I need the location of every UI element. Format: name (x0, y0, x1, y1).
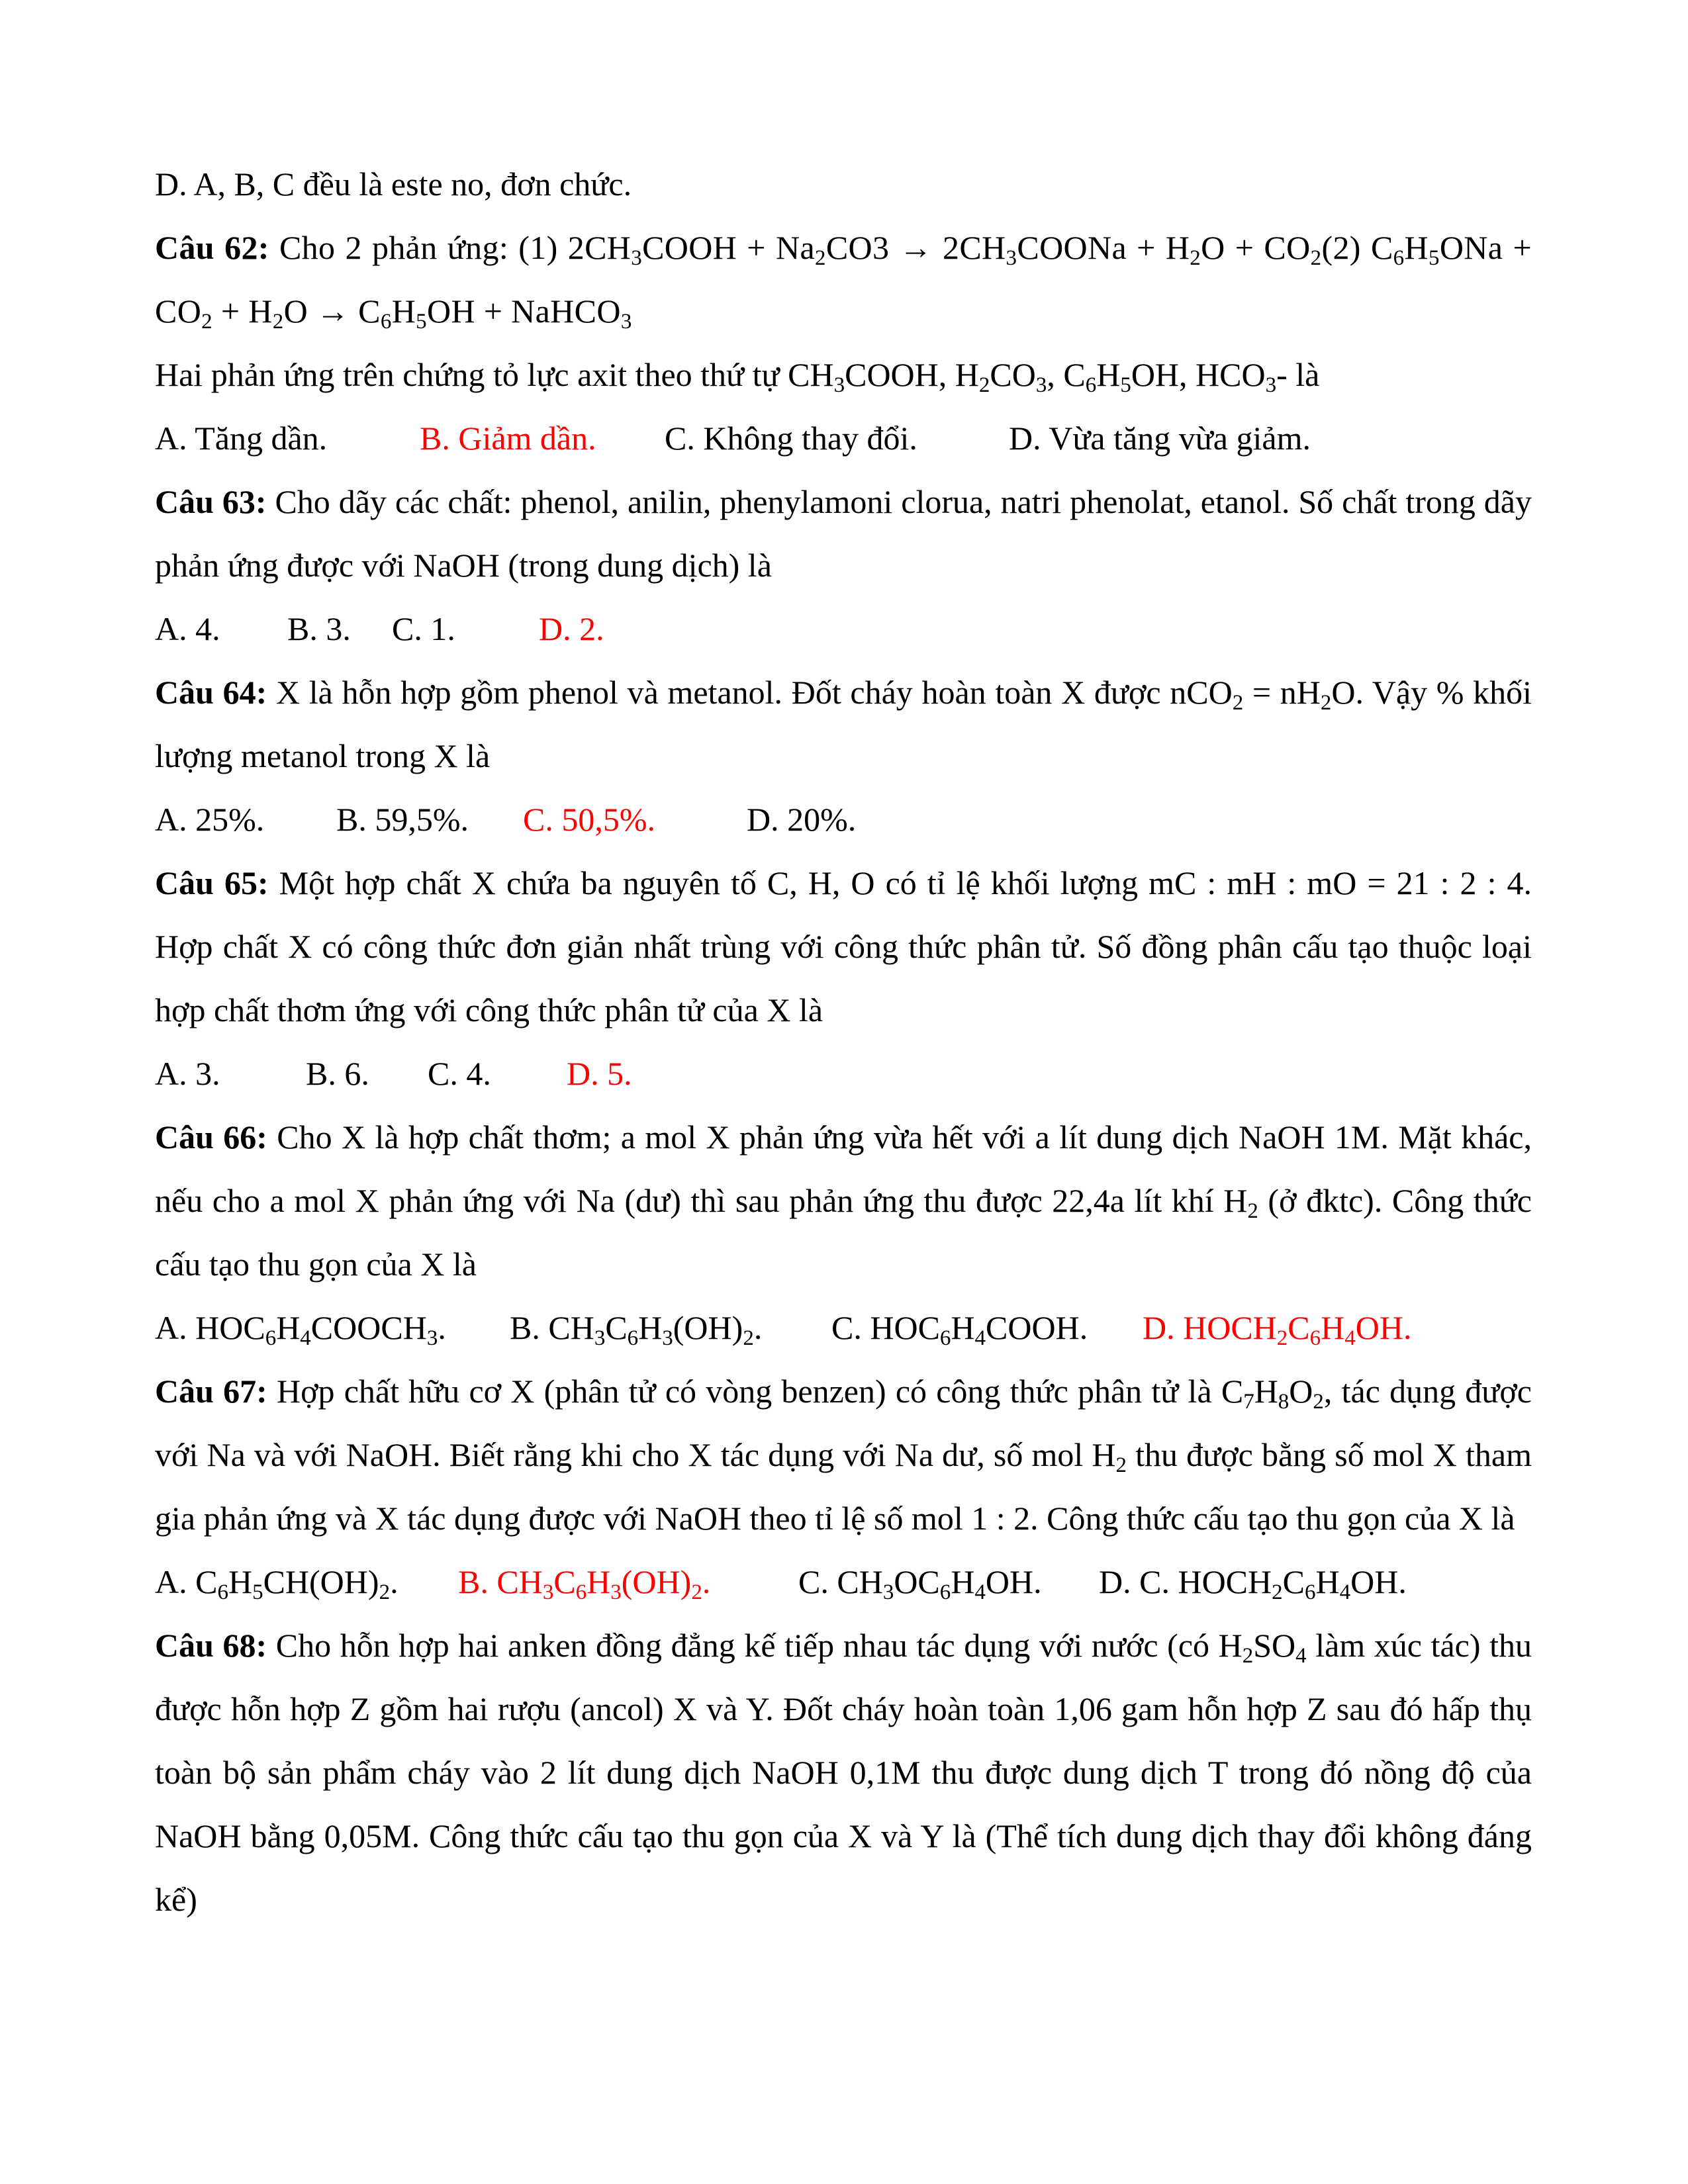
q65-label: Câu 65: (155, 864, 269, 901)
document-body (155, 152, 1532, 1931)
q64-stem: Câu 64: X là hỗn hợp gồm phenol và metanol. Đốt cháy hoàn toàn X được $nCO_2 = nH_2O$. Vậy % khối lượng metanol trong X là (155, 674, 1532, 774)
q68-stem: Câu 68: Cho hỗn hợp hai anken đồng đẳng kế tiếp nhau tác dụng với nước (có $H_2SO_4$ làm xúc tác) thu được hỗn hợp Z gồm hai rượu (ancol) X và Y. Đốt cháy hoàn toàn 1,06 gam hỗn hợp Z sau đó hấp thụ toàn bộ sản phẩm cháy vào 2 lít dung dịch NaOH 0,1M thu được dung dịch T trong đó nồng độ của NaOH bằng 0,05M. Công thức cấu tạo thu gọn của X và Y là (Thể tích dung dịch thay đổi không đáng kể) (155, 1627, 1532, 1918)
q63-label: Câu 63: (155, 483, 267, 520)
q64-option-a: A. 25%. (155, 801, 265, 838)
q66-option-d: D. $HOCH_2C_6H_4OH$. (1143, 1309, 1412, 1351)
q67-option-c: C. $CH_3OC_6H_4OH$. (798, 1563, 1042, 1605)
q66-option-c: C. $HOC_6H_4COOH$. (831, 1309, 1088, 1351)
q65-option-c: C. 4. (428, 1055, 491, 1092)
q65-option-b: B. 6. (306, 1055, 369, 1092)
q62-option-b: B. Giảm dần. (420, 420, 596, 457)
q63-options (155, 597, 1532, 660)
q66-stem: Câu 66: Cho X là hợp chất thơm; a mol X phản ứng vừa hết với a lít dung dịch NaOH 1M. Mặt khác, nếu cho a mol X phản ứng với Na (dư) thì sau phản ứng thu được 22,4a lít khí $H_2$ (ở đktc). Công thức cấu tạo thu gọn của X là (155, 1118, 1532, 1283)
q64-option-b: B. 59,5%. (336, 801, 469, 838)
q62-option-a: A. Tăng dần. (155, 420, 328, 457)
q64-label: Câu 64: (155, 674, 267, 711)
q66-options (155, 1296, 1532, 1359)
q62-options (155, 406, 1532, 470)
q62-stem: Câu 62: Cho 2 phản ứng: (1) $2CH_3COOH + Na_2CO3$ → $2CH_3COONa + H_2O + CO_2(2) C_6H_5ONa + CO_2 + H_2O \to C_6H_5OH$ + NaHCO$_3$ (155, 229, 1532, 334)
q61-option-d: D. A, B, C đều là este no, đơn chức. (155, 165, 632, 203)
q64-options (155, 788, 1532, 851)
q67-stem: Câu 67: Hợp chất hữu cơ X (phân tử có vòng benzen) có công thức phân tử là $C_7H_8O_2$, tác dụng được với Na và với NaOH. Biết rằng khi cho X tác dụng với Na dư, số mol $H_2$ thu được bằng số mol X tham gia phản ứng và X tác dụng được với NaOH theo tỉ lệ số mol 1 : 2. Công thức cấu tạo thu gọn của X là (155, 1373, 1532, 1537)
q62-option-c: C. Không thay đổi. (665, 420, 917, 457)
q63-option-d: D. 2. (539, 610, 604, 647)
q67-options (155, 1550, 1532, 1614)
q62-label: Câu 62: (155, 229, 269, 266)
q63-stem: Câu 63: Cho dãy các chất: phenol, anilin, phenylamoni clorua, natri phenolat, etanol. Số chất trong dãy phản ứng được với NaOH (trong dung dịch) là (155, 483, 1532, 584)
q65-option-a: A. 3. (155, 1055, 220, 1092)
q67-option-b: B. $CH_3C_6H_3(OH)_2$. (458, 1563, 711, 1605)
q65-options (155, 1042, 1532, 1105)
q67-label: Câu 67: (155, 1373, 267, 1410)
q67-option-a: A. $C_6H_5CH(OH)_2$. (155, 1563, 399, 1605)
q64-option-d: D. 20%. (747, 801, 857, 838)
q63-option-b: B. 3. (287, 610, 351, 647)
q68-label: Câu 68: (155, 1627, 267, 1664)
q64-option-c: C. 50,5%. (523, 801, 655, 838)
q63-option-c: C. 1. (392, 610, 455, 647)
q66-label: Câu 66: (155, 1118, 267, 1156)
q66-option-a: A. $HOC_6H_4COOCH_3$. (155, 1309, 446, 1351)
q65-stem: Câu 65: Một hợp chất X chứa ba nguyên tố C, H, O có tỉ lệ khối lượng mC : mH : mO = 21 : 2 : 4. Hợp chất X có công thức đơn giản nhất trùng với công thức phân tử. Số đồng phân cấu tạo thuộc loại hợp chất thơm ứng với công thức phân tử của X là (155, 864, 1532, 1028)
q65-option-d: D. 5. (567, 1055, 632, 1092)
q63-option-a: A. 4. (155, 610, 220, 647)
q62-question-line: Hai phản ứng trên chứng tỏ lực axit theo thứ tự $CH_3COOH$, $H_2CO_3$, $C_6H_5OH$, $HCO_3-$ là (155, 356, 1320, 398)
q62-option-d: D. Vừa tăng vừa giảm. (1009, 420, 1311, 457)
q67-option-d: D. C. $HOCH_2C_6H_4OH$. (1099, 1563, 1407, 1605)
q66-option-b: B. $CH_3C_6H_3(OH)_2$. (510, 1309, 763, 1351)
